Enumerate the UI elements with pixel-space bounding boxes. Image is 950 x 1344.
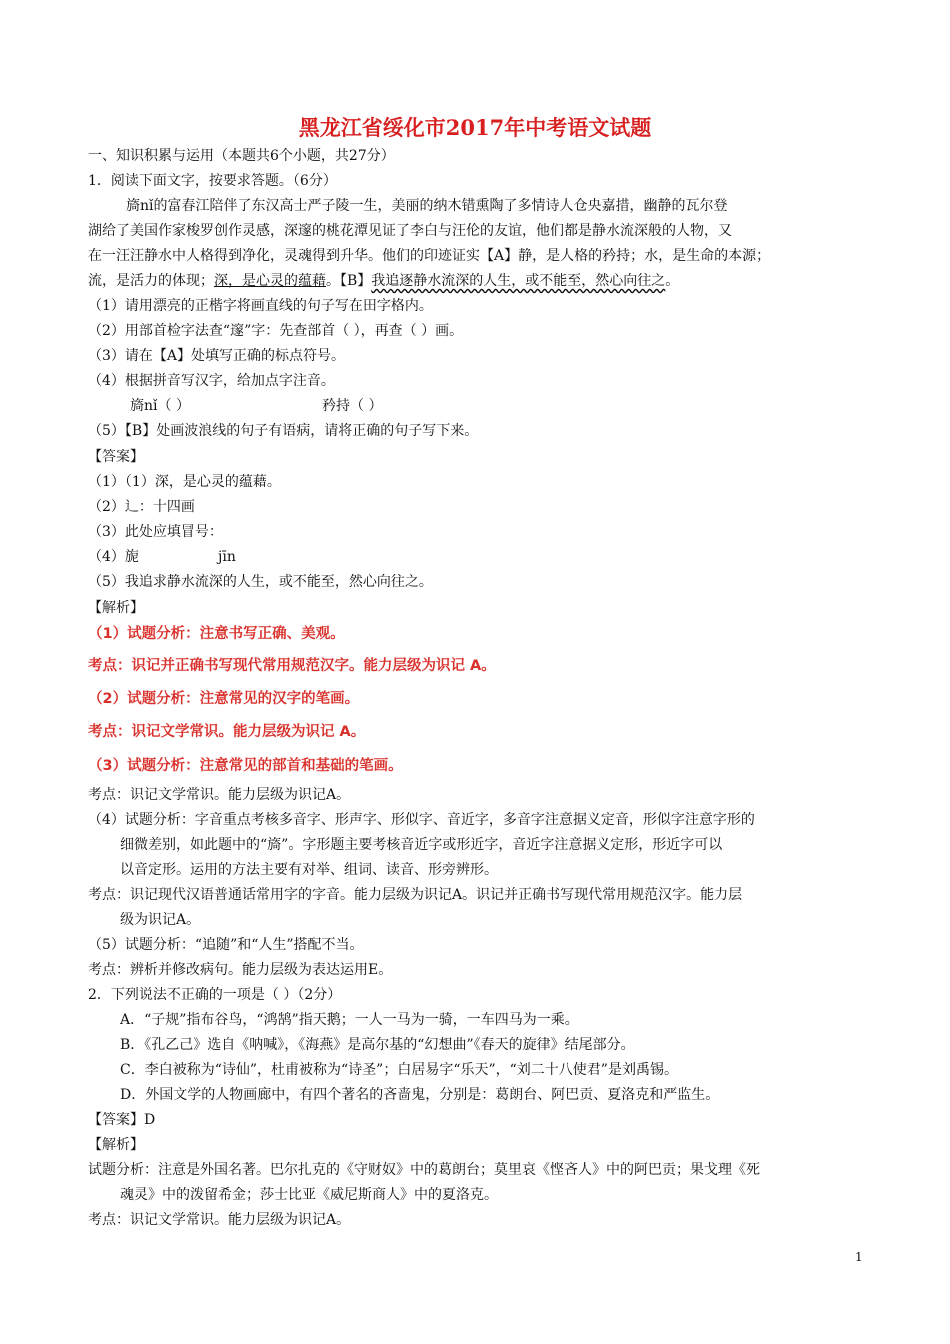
analysis-line: 考点：辨析并修改病句。能力层级为表达运用E。 [88, 962, 393, 978]
answer-line: （5）我追求静水流深的人生，或不能至，然心向往之。 [88, 574, 433, 590]
question-item: （4）根据拼音写汉字，给加点字注音。 [88, 373, 335, 389]
analysis-line: 考点：识记文学常识。能力层级为识记A。 [88, 1212, 351, 1228]
passage-line: 湖给了美国作家梭罗创作灵感，深邃的桃花潭见证了李白与汪伦的友谊，他们都是静水流深般的人物，又 [88, 223, 732, 239]
analysis-line: 考点：识记现代汉语普通话常用字的字音。能力层级为识记A。识记并正确书写现代常用规范汉字。能力层 [88, 887, 743, 903]
option-a: A．“子规”指布谷鸟，“鸿鹄”指天鹅；一人一马为一骑，一车四马为一乘。 [120, 1012, 579, 1028]
passage-text: 流，是活力的体现； [88, 273, 214, 289]
analysis-red-line: （3）试题分析：注意常见的部首和基础的笔画。 [88, 758, 403, 774]
analysis-line: 考点：识记文学常识。能力层级为识记A。 [88, 787, 351, 803]
question-1-stem: 1．阅读下面文字，按要求答题。（6分） [88, 173, 337, 189]
answer-pinyin: jīn [218, 549, 236, 565]
page-title: 黑龙江省绥化市2017年中考语文试题 [298, 115, 652, 140]
option-c: C．李白被称为“诗仙”，杜甫被称为“诗圣”；白居易字“乐天”，“刘二十八使君”是刘禹锡。 [120, 1062, 678, 1078]
page-number: 1 [855, 1250, 863, 1264]
analysis-line: 魂灵》中的泼留希金；莎士比亚《威尼斯商人》中的夏洛克。 [120, 1187, 498, 1203]
analysis-red-line: （2）试题分析：注意常见的汉字的笔画。 [88, 691, 360, 707]
answer-label: 【答案】 [88, 449, 144, 465]
question-item: （2）用部首检字法查“邃”字：先查部首（ ），再查（ ）画。 [88, 323, 464, 339]
question-item: （1）请用漂亮的正楷字将画直线的句子写在田字格内。 [88, 298, 433, 314]
pinyin-blank: 矜持（ ） [322, 398, 383, 414]
pinyin-blank: 旖nǐ（ ） [130, 398, 190, 414]
analysis-line: （4）试题分析：字音重点考核多音字、形声字、形似字、音近字，多音字注意据义定音，形似字注意字形的 [88, 812, 755, 828]
analysis-label: 【解析】 [88, 600, 144, 616]
wavy-sentence: 我追逐静水流深的人生，或不能至，然心向往之 [371, 273, 666, 289]
question-item: （5）【B】处画波浪线的句子有语病，请将正确的句子写下来。 [88, 423, 479, 439]
analysis-line: （5）试题分析：“追随”和“人生”搭配不当。 [88, 937, 364, 953]
question-2-stem: 2．下列说法不正确的一项是（ ）（2分） [88, 987, 342, 1003]
answer-line: （3）此处应填冒号： [88, 524, 223, 540]
question-item: （3）请在【A】处填写正确的标点符号。 [88, 348, 346, 364]
option-b: B．《孔乙己》选自《呐喊》，《海燕》是高尔基的“幻想曲”《春天的旋律》结尾部分。 [120, 1037, 635, 1053]
analysis-line: 级为识记A。 [120, 912, 201, 928]
passage-line: 旖nǐ的富春江陪伴了东汉高士严子陵一生，美丽的纳木错熏陶了多情诗人仓央嘉措，幽静的瓦尔登 [126, 198, 728, 214]
answer-label: 【答案】D [88, 1112, 156, 1128]
section-heading: 一、知识积累与运用（本题共6个小题，共27分） [88, 148, 395, 164]
analysis-line: 细微差别，如此题中的“旖”。字形题主要考核音近字或形近字，音近字注意据义定形，形近字可以 [120, 837, 723, 853]
underlined-sentence: 深，是心灵的蕴藉 [214, 273, 326, 289]
analysis-line: 试题分析：注意是外国名著。巴尔扎克的《守财奴》中的葛朗台；莫里哀《悭吝人》中的阿巴贡；果戈理《死 [88, 1162, 760, 1178]
answer-line: （4）旎 [88, 549, 139, 565]
answer-line: （2）辶：十四画 [88, 499, 195, 515]
passage-line [88, 271, 679, 291]
analysis-red-line: 考点：识记文学常识。能力层级为识记 A。 [88, 724, 366, 740]
analysis-label: 【解析】 [88, 1137, 144, 1153]
passage-line: 在一汪汪静水中人格得到净化，灵魂得到升华。他们的印迹证实【A】静，是人格的矜持；水，是生命的本源； [88, 248, 771, 264]
analysis-red-line: 考点：识记并正确书写现代常用规范汉字。能力层级为识记 A。 [88, 658, 496, 674]
passage-text: 。【B】 [326, 273, 372, 289]
passage-text: 。 [665, 273, 680, 289]
analysis-line: 以音定形。运用的方法主要有对举、组词、读音、形旁辨形。 [120, 862, 498, 878]
analysis-red-line: （1）试题分析：注意书写正确、美观。 [88, 626, 345, 642]
answer-line: （1）（1）深，是心灵的蕴藉。 [88, 474, 281, 490]
option-d: D．外国文学的人物画廊中，有四个著名的吝啬鬼，分别是：葛朗台、阿巴贡、夏洛克和严监生。 [120, 1087, 720, 1103]
